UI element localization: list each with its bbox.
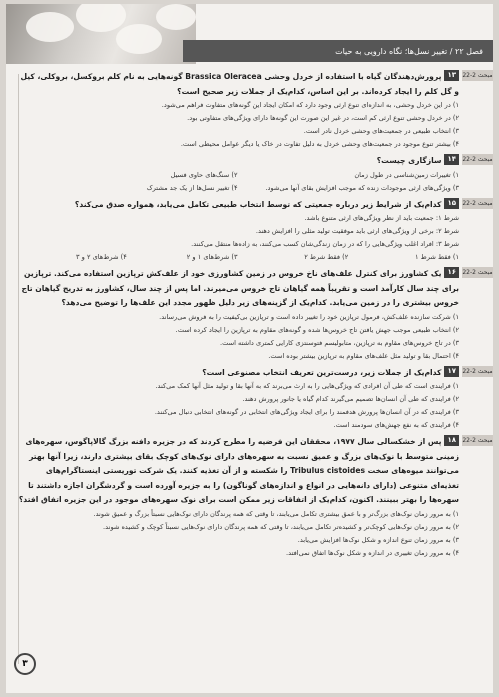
stem-text: کدام‌یک از شرایط زیر درباره جمعیتی که توسط انتخاب طبیعی تکامل می‌یابد، همواره صدق می‌کند؟ xyxy=(74,199,442,209)
option-1: ۱) تغییرات زمین‌شناسی در طول زمان xyxy=(354,170,459,179)
option-1: ۱) فرایندی است که طی آن افرادی که ویژگی‌هایی را به ارث می‌برند که به آنها بقا و تولید مثل آنها کمک می‌کند. xyxy=(155,382,459,390)
option-2: ۲) انتخاب طبیعی موجب جهش یافتن تاج خروس‌ها شده و گونه‌های مقاوم به ترپازین را ایجاد کرده است. xyxy=(175,325,459,334)
condition-2: شرط ۲: برخی از ویژگی‌های ارثی باید موفقیت تولید مثلی را افزایش دهند. xyxy=(255,227,459,235)
option-1: ۱) در این خردل وحشی، به اندازه‌ای تنوع ارثی وجود دارد که امکان ایجاد این گونه‌های متفاوت فراهم می‌شود. xyxy=(161,101,459,109)
option-4: ۴) فرایندی که به نفع جهش‌های سودمند است. xyxy=(333,421,459,429)
stem-text: پس از خشکسالی سال ۱۹۷۷، محققان این فرضیه را مطرح کردند که در جزیره دافنه بزرگ گالاپاگوس، سهره‌های زمینی متوسط با نوک‌های بزرگ و عمیق نسبت به سهره‌های دارای نوک‌های کوچک بقای بیشتری دارند، زیرا آنها بهتر می‌توانند میوه‌های سخت Tribulus cistoides را شکسته و از آن تغذیه کنند. یک شرکت توریستی اینستاگرام‌های تغذیه‌ای متنوعی (دارای دانه‌هایی در انواع و اندازه‌های گوناگون) را به جزیره آورده است و گردشگران اجازه داشتند تا سهره‌ها را بهتر ببینند. اکنون، کدام‌یک از اتفاقات زیر ممکن است برای نوک سهره‌های موجود در این جزیره اتفاق افتد؟ xyxy=(18,437,459,504)
option-2: ۲) در خردل وحشی تنوع ارثی کم است، در غیر این صورت این گونه‌ها دارای ویژگی‌های متفاوتی بود. xyxy=(187,114,459,122)
chapter-header xyxy=(183,40,493,62)
question-stem xyxy=(16,154,459,169)
topic-tag: 22-2 مبحث xyxy=(462,156,493,163)
question-stem xyxy=(16,366,459,381)
chapter-title: فصل ۲۲ / تغییر نسل‌ها؛ نگاه دارویی به حیات xyxy=(335,46,483,56)
topic-tag: 22-2 مبحث xyxy=(462,269,493,276)
question-15 xyxy=(6,198,493,265)
option-4: ۴) به مرور زمان تغییری در اندازه و شکل نوک‌ها اتفاق نمی‌افتد. xyxy=(286,548,459,557)
page-number: ۳ xyxy=(14,653,36,675)
question-number: ۱۸ xyxy=(444,435,459,446)
question-number: ۱۵ xyxy=(444,198,459,209)
choice-4: ۴) شرط‌های ۲ و ۳ xyxy=(76,253,127,261)
choice-2: ۲) فقط شرط ۲ xyxy=(304,253,349,261)
option-3: ۳) فرایندی که در آن انسان‌ها پرورش هدفمند را برای ایجاد ویژگی‌های انتخابی در گونه‌های انتخابی دنبال می‌کنند. xyxy=(154,408,459,416)
question-16 xyxy=(6,267,493,363)
option-2: ۲) سنگ‌های حاوی فسیل xyxy=(170,170,238,179)
choice-1: ۱) فقط شرط ۱ xyxy=(415,253,459,261)
option-2: ۲) فرایندی که طی آن انسان‌ها تصمیم می‌گیرند کدام گیاه یا جانور پرورش دهند. xyxy=(242,395,459,403)
question-stem xyxy=(16,70,459,99)
option-4: ۴) احتمال بقا و تولید مثل علف‌های مقاوم به ترپازین بیشتر بوده است. xyxy=(268,351,459,360)
question-13 xyxy=(6,70,493,151)
question-number: ۱۷ xyxy=(444,366,459,377)
option-3: ۳) در تاج خروس‌های مقاوم به ترپازین، متابولیسم فتوسنتزی کارایی کمتری داشته است. xyxy=(220,338,459,347)
option-4: ۴) بیشتر تنوع موجود در جمعیت‌های وحشی خردل به دلیل تفاوت در خاک یا دیگر عوامل محیطی است. xyxy=(180,140,459,148)
book-page xyxy=(6,4,493,693)
condition-1: شرط ۱: جمعیت باید از نظر ویژگی‌های ارثی متنوع باشد. xyxy=(304,214,459,222)
orchid-photo xyxy=(6,4,196,64)
petal-shape xyxy=(76,4,126,32)
stem-text: پرورش‌دهندگان گیاه با استفاده از خردل وحشی Brassica Oleracea گونه‌هایی به نام کلم بروکسل، بروکلی، کیل و گل کلم را ایجاد کرده‌اند. بر این اساس، کدام‌یک از جملات زیر صحیح است؟ xyxy=(20,72,459,96)
option-3: ۳) انتخاب طبیعی در جمعیت‌های وحشی خردل نادر است. xyxy=(303,127,459,135)
topic-tag: 22-2 مبحث xyxy=(462,199,493,207)
stem-text: سازگاری چیست؟ xyxy=(376,156,442,165)
question-number: ۱۶ xyxy=(444,267,459,278)
option-1: ۱) شرکت سازنده علف‌کش، فرمول ترپازین خود را تغییر داده است و ترپازین بی‌کیفیت را به فروش می‌رساند. xyxy=(159,312,459,321)
topic-tag: 22-2 مبحث xyxy=(462,72,493,79)
question-14 xyxy=(6,154,493,195)
petal-shape xyxy=(26,12,74,42)
question-18 xyxy=(6,435,493,560)
question-stem xyxy=(16,198,459,213)
condition-3: شرط ۳: افراد اغلب ویژگی‌هایی را که در زمان زندگی‌شان کسب می‌کنند، به زاده‌ها منتقل می‌کنند. xyxy=(191,240,459,248)
petal-shape xyxy=(116,24,162,54)
options-row xyxy=(16,169,459,182)
question-number: ۱۳ xyxy=(444,70,459,81)
topic-tag: 22-2 مبحث xyxy=(462,367,493,375)
question-stem xyxy=(16,267,459,311)
choice-3: ۳) شرط‌های ۱ و ۲ xyxy=(186,253,238,261)
stem-text: کدام‌یک از جملات زیر، درست‌ترین تعریف انتخاب مصنوعی است؟ xyxy=(202,367,442,377)
question-stem xyxy=(16,435,459,508)
question-number: ۱۴ xyxy=(444,154,459,165)
question-17 xyxy=(6,366,493,433)
questions-list xyxy=(6,70,493,693)
option-3: ۳) ویژگی‌های ارثی موجودات زنده که موجب افزایش بقای آنها می‌شود. xyxy=(265,183,459,192)
option-2: ۲) به مرور زمان نوک‌هایی کوچک‌تر و کشیده‌تر تکامل می‌یابند، تا وقتی که همه پرندگان دارای نوک‌هایی نسبتاً کوچک و کشیده شوند. xyxy=(103,522,459,531)
option-3: ۳) به مرور زمان تنوع اندازه و شکل نوک‌ها افزایش می‌یابد. xyxy=(297,535,459,544)
stem-text: یک کشاورز برای کنترل علف‌های ناخ خروس در زمین کشاورزی خود از علف‌کش ترپازین استفاده می‌کند. ترپازین برای چند سال کارآمد است و تقریباً همه گیاهان تاج خروس می‌میرند. اما پس از چند سال، کشاورز به تدریج گیاهان تاج خروس بیشتری را در زمین می‌یابد. کدام‌یک از گزینه‌های زیر دلیل ظهور مجدد این علف‌ها را توضیح می‌دهد؟ xyxy=(21,269,459,307)
topic-tag: 22-2 مبحث xyxy=(462,437,493,444)
option-1: ۱) به مرور زمان نوک‌های بزرگ‌تر و با عمق بیشتری تکامل می‌یابند، تا وقتی که همه پرندگان دارای نوک‌هایی نسبتاً بزرگ و عمیق شوند. xyxy=(93,509,459,518)
options-row xyxy=(16,182,459,195)
petal-shape xyxy=(156,4,196,30)
option-4: ۴) تغییر نسل‌ها از یک جد مشترک xyxy=(146,183,238,192)
choices-row xyxy=(16,251,459,264)
